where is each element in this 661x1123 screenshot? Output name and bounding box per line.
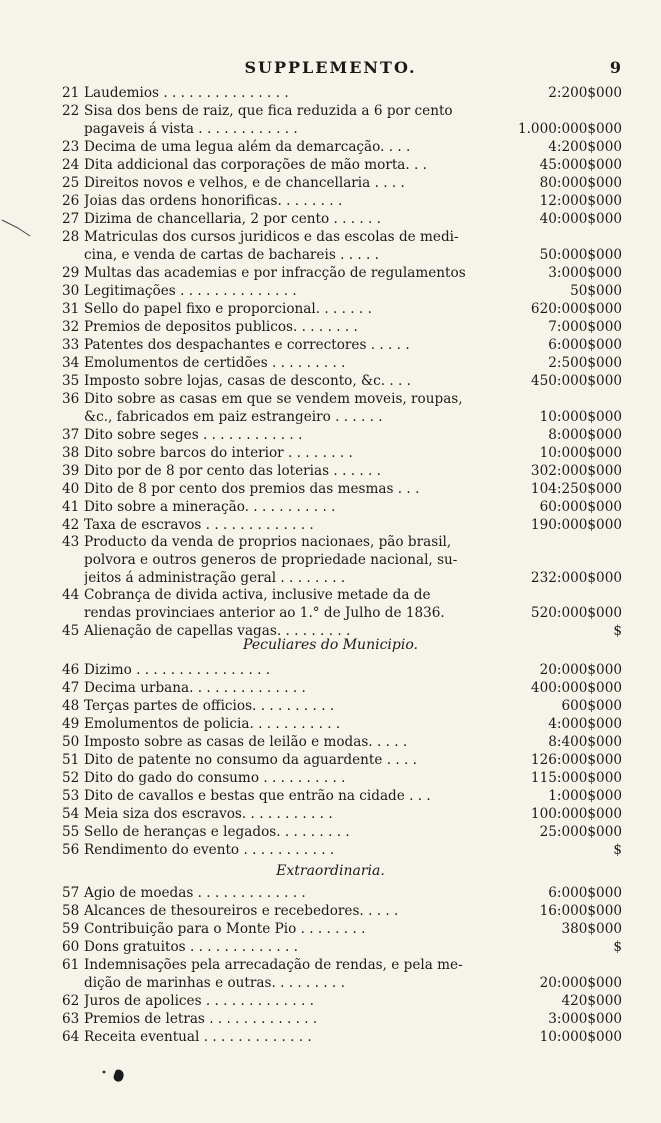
item-description: Premios de letras . . . . . . . . . . . . . (84, 1011, 318, 1027)
list-item (62, 445, 622, 463)
item-number: 61 (62, 957, 80, 973)
item-description: Decima urbana. . . . . . . . . . . . . . (84, 680, 306, 696)
item-amount: 2:200$000 (548, 85, 622, 101)
item-number: 33 (62, 337, 80, 353)
item-number: 43 (62, 534, 80, 550)
item-number: 56 (62, 842, 80, 858)
list-item (62, 247, 622, 265)
item-amount: 1:000$000 (548, 788, 622, 804)
item-number: 57 (62, 885, 80, 901)
item-amount: 190:000$000 (530, 517, 622, 533)
item-description: Agio de moedas . . . . . . . . . . . . . (84, 885, 306, 901)
item-description: Producto da venda de proprios nacionaes, pão brasil, (84, 534, 452, 550)
item-amount: 8:000$000 (548, 427, 622, 443)
list-item (62, 337, 622, 355)
item-number: 47 (62, 680, 80, 696)
item-amount: 80:000$000 (539, 175, 622, 191)
list-item (62, 265, 622, 283)
list-item (62, 301, 622, 319)
list-item (62, 1011, 622, 1029)
list-item (62, 85, 622, 103)
list-item (62, 680, 622, 698)
item-amount: 104:250$000 (530, 481, 622, 497)
item-amount: 600$000 (561, 698, 622, 714)
item-amount: 8:400$000 (548, 734, 622, 750)
item-number: 24 (62, 157, 80, 173)
item-amount: 380$000 (561, 921, 622, 937)
item-description: Dito sobre a mineração. . . . . . . . . . . (84, 499, 336, 515)
item-amount: 3:000$000 (548, 265, 622, 281)
item-number: 50 (62, 734, 80, 750)
item-number: 46 (62, 662, 80, 678)
list-item (62, 788, 622, 806)
item-amount: 45:000$000 (539, 157, 622, 173)
item-number: 44 (62, 587, 80, 603)
item-number: 25 (62, 175, 80, 191)
list-item (62, 993, 622, 1011)
list-item (62, 734, 622, 752)
item-description: Direitos novos e velhos, e de chancellaria . . . . (84, 175, 405, 191)
item-number: 27 (62, 211, 80, 227)
list-item (62, 103, 622, 121)
section-heading-extraordinaria: Extraordinaria. (276, 863, 385, 879)
item-description: Alienação de capellas vagas. . . . . . . . . (84, 623, 351, 639)
list-item (62, 157, 622, 175)
item-number: 62 (62, 993, 80, 1009)
list-item (62, 698, 622, 716)
item-amount: 20:000$000 (539, 662, 622, 678)
item-description: polvora e outros generos de propriedade nacional, su- (84, 552, 458, 568)
item-number: 23 (62, 139, 80, 155)
item-number: 59 (62, 921, 80, 937)
item-amount: 6:000$000 (548, 885, 622, 901)
item-amount: 2:500$000 (548, 355, 622, 371)
item-description: Dizimo . . . . . . . . . . . . . . . . (84, 662, 271, 678)
item-number: 37 (62, 427, 80, 443)
item-number: 41 (62, 499, 80, 515)
list-item (62, 1029, 622, 1047)
item-amount: 10:000$000 (539, 409, 622, 425)
item-number: 38 (62, 445, 80, 461)
list-item (62, 534, 622, 552)
item-amount: 400:000$000 (530, 680, 622, 696)
item-description: &c., fabricados em paiz estrangeiro . . . . . . (84, 409, 383, 425)
section-heading-peculiares: Peculiares do Municipio. (243, 637, 418, 653)
item-description: Juros de apolices . . . . . . . . . . . . . (84, 993, 314, 1009)
item-number: 30 (62, 283, 80, 299)
item-description: Emolumentos de policia. . . . . . . . . . . (84, 716, 341, 732)
list-item (62, 842, 622, 860)
item-number: 42 (62, 517, 80, 533)
item-description: Joias das ordens honorificas. . . . . . . . (84, 193, 343, 209)
item-description: Dito sobre seges . . . . . . . . . . . . (84, 427, 303, 443)
item-number: 45 (62, 623, 80, 639)
item-description: Legitimações . . . . . . . . . . . . . . (84, 283, 297, 299)
list-item (62, 903, 622, 921)
item-number: 36 (62, 391, 80, 407)
page-title: SUPPLEMENTO. (244, 58, 417, 77)
item-description: cina, e venda de cartas de bachareis . . . . . (84, 247, 380, 263)
item-description: Dito de patente no consumo da aguardente . . . . (84, 752, 417, 768)
list-item (62, 975, 622, 993)
item-amount: 232:000$000 (530, 570, 622, 586)
list-item (62, 409, 622, 427)
item-description: Terças partes de officios. . . . . . . . . . (84, 698, 335, 714)
item-description: Meia siza dos escravos. . . . . . . . . . . (84, 806, 333, 822)
item-description: Sello de heranças e legados. . . . . . . . . (84, 824, 350, 840)
list-item (62, 806, 622, 824)
list-item (62, 570, 622, 588)
item-description: Imposto sobre lojas, casas de desconto, &c. . . . (84, 373, 411, 389)
page-number: 9 (609, 58, 621, 77)
list-item (62, 885, 622, 903)
item-number: 21 (62, 85, 80, 101)
list-item (62, 499, 622, 517)
item-amount: 420$000 (561, 993, 622, 1009)
list-item (62, 175, 622, 193)
item-description: Decima de uma legua além da demarcação. . . . (84, 139, 411, 155)
item-number: 35 (62, 373, 80, 389)
item-description: Contribuição para o Monte Pio . . . . . . . . (84, 921, 366, 937)
item-number: 32 (62, 319, 80, 335)
item-amount: 520:000$000 (530, 605, 622, 621)
item-amount: 10:000$000 (539, 445, 622, 461)
item-number: 48 (62, 698, 80, 714)
item-description: Dito sobre barcos do interior . . . . . . . . (84, 445, 353, 461)
item-amount: $ (613, 623, 622, 639)
list-item (62, 587, 622, 605)
item-description: Premios de depositos publicos. . . . . . . . (84, 319, 358, 335)
list-item (62, 517, 622, 535)
list-item (62, 121, 622, 139)
item-description: Dito sobre as casas em que se vendem moveis, roupas, (84, 391, 463, 407)
item-description: Indemnisações pela arrecadação de rendas, e pela me- (84, 957, 463, 973)
list-item (62, 921, 622, 939)
item-amount: 4:200$000 (548, 139, 622, 155)
item-number: 40 (62, 481, 80, 497)
item-description: Dito por de 8 por cento das loterias . . . . . . (84, 463, 381, 479)
item-description: Matriculas dos cursos juridicos e das escolas de medi- (84, 229, 459, 245)
item-description: Imposto sobre as casas de leilão e modas. . . . . (84, 734, 408, 750)
item-number: 54 (62, 806, 80, 822)
item-amount: 25:000$000 (539, 824, 622, 840)
item-amount: 450:000$000 (530, 373, 622, 389)
item-amount: 4:000$000 (548, 716, 622, 732)
item-description: pagaveis á vista . . . . . . . . . . . . (84, 121, 298, 137)
list-item (62, 716, 622, 734)
list-item (62, 752, 622, 770)
list-item (62, 824, 622, 842)
item-amount: 7:000$000 (548, 319, 622, 335)
item-amount: 3:000$000 (548, 1011, 622, 1027)
list-item (62, 552, 622, 570)
item-amount: 16:000$000 (539, 903, 622, 919)
item-amount: 50$000 (570, 283, 622, 299)
list-item (62, 662, 622, 680)
list-item (62, 193, 622, 211)
item-amount: $ (613, 842, 622, 858)
list-item (62, 957, 622, 975)
list-item (62, 283, 622, 301)
item-description: Rendimento do evento . . . . . . . . . . . (84, 842, 335, 858)
item-description: Multas das academias e por infracção de regulamentos (84, 265, 466, 281)
item-number: 39 (62, 463, 80, 479)
item-number: 28 (62, 229, 80, 245)
list-item (62, 373, 622, 391)
item-description: Dito de cavallos e bestas que entrão na cidade . . . (84, 788, 431, 804)
item-description: Alcances de thesoureiros e recebedores. . . . . (84, 903, 399, 919)
item-amount: 50:000$000 (539, 247, 622, 263)
list-item (62, 211, 622, 229)
item-amount: 40:000$000 (539, 211, 622, 227)
pencil-mark-icon (0, 214, 40, 244)
item-description: Laudemios . . . . . . . . . . . . . . . (84, 85, 289, 101)
list-item (62, 139, 622, 157)
list-item (62, 605, 622, 623)
list-item (62, 391, 622, 409)
item-number: 63 (62, 1011, 80, 1027)
page-header (0, 58, 661, 80)
item-number: 53 (62, 788, 80, 804)
list-item (62, 939, 622, 957)
list-item (62, 229, 622, 247)
item-number: 58 (62, 903, 80, 919)
list-item (62, 481, 622, 499)
item-amount: $ (613, 939, 622, 955)
list-item (62, 770, 622, 788)
item-description: Sisa dos bens de raiz, que fica reduzida a 6 por cento (84, 103, 453, 119)
item-amount: 302:000$000 (530, 463, 622, 479)
item-description: jeitos á administração geral . . . . . . . . (84, 570, 346, 586)
list-item (62, 463, 622, 481)
item-description: Dito de 8 por cento dos premios das mesmas . . . (84, 481, 420, 497)
item-description: Dons gratuitos . . . . . . . . . . . . . (84, 939, 298, 955)
item-number: 34 (62, 355, 80, 371)
item-description: rendas provinciaes anterior ao 1.° de Julho de 1836. (84, 605, 445, 621)
item-number: 49 (62, 716, 80, 732)
item-amount: 620:000$000 (530, 301, 622, 317)
item-number: 29 (62, 265, 80, 281)
item-description: Emolumentos de certidões . . . . . . . . . (84, 355, 346, 371)
list-item (62, 427, 622, 445)
item-number: 64 (62, 1029, 80, 1045)
item-number: 22 (62, 103, 80, 119)
item-number: 52 (62, 770, 80, 786)
item-amount: 6:000$000 (548, 337, 622, 353)
item-description: Dita addicional das corporações de mão morta. . . (84, 157, 428, 173)
item-amount: 100:000$000 (530, 806, 622, 822)
item-amount: 10:000$000 (539, 1029, 622, 1045)
item-description: Patentes dos despachantes e correctores . . . . . (84, 337, 410, 353)
item-number: 55 (62, 824, 80, 840)
item-description: Dizima de chancellaria, 2 por cento . . . . . . (84, 211, 382, 227)
item-number: 31 (62, 301, 80, 317)
item-number: 60 (62, 939, 80, 955)
list-item (62, 355, 622, 373)
item-description: Taxa de escravos . . . . . . . . . . . . . (84, 517, 314, 533)
item-description: Receita eventual . . . . . . . . . . . . . (84, 1029, 312, 1045)
ink-blot-icon (98, 1064, 134, 1086)
item-amount: 115:000$000 (530, 770, 622, 786)
list-item (62, 319, 622, 337)
item-amount: 60:000$000 (539, 499, 622, 515)
item-amount: 1.000:000$000 (517, 121, 622, 137)
item-description: Sello do papel fixo e proporcional. . . . . . . (84, 301, 372, 317)
item-number: 51 (62, 752, 80, 768)
item-description: Dito do gado do consumo . . . . . . . . . . (84, 770, 346, 786)
item-amount: 126:000$000 (530, 752, 622, 768)
item-amount: 20:000$000 (539, 975, 622, 991)
item-amount: 12:000$000 (539, 193, 622, 209)
item-description: Cobrança de divida activa, inclusive metade da de (84, 587, 431, 603)
item-description: dição de marinhas e outras. . . . . . . . . (84, 975, 345, 991)
item-number: 26 (62, 193, 80, 209)
